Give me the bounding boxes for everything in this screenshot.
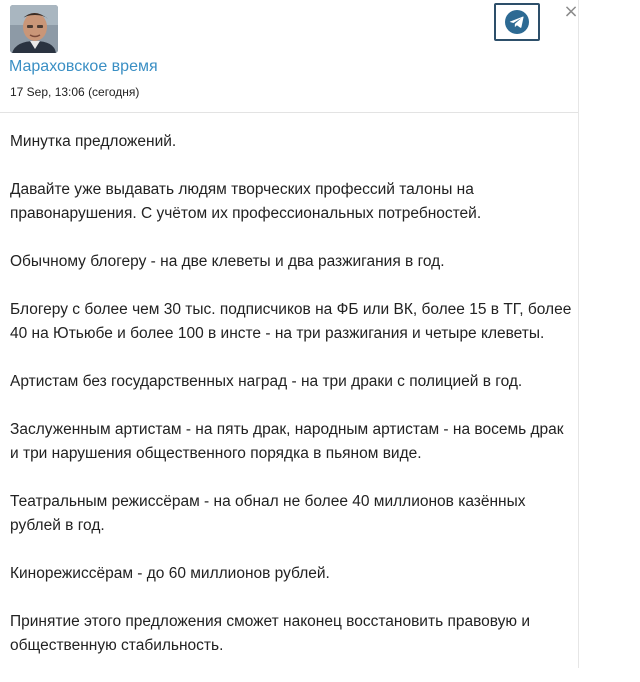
- post-paragraph: Блогеру с более чем 30 тыс. подписчиков на ФБ или ВК, более 15 в ТГ, более 40 на Ютьюбе и более 100 в инсте - на три разжигания и четыре клеветы.: [10, 301, 572, 342]
- post-paragraph: Минутка предложений.: [10, 133, 177, 150]
- post-paragraph: Заслуженным артистам - на пять драк, народным артистам - на восемь драк и три нарушения общественного порядка в пьяном виде.: [10, 421, 564, 462]
- header-divider: [0, 112, 578, 113]
- post-paragraph: Давайте уже выдавать людям творческих профессий талоны на правонарушения. С учётом их профессиональных потребностей.: [10, 181, 482, 222]
- open-in-telegram-button[interactable]: [494, 3, 540, 41]
- post-paragraph: Обычному блогеру - на две клеветы и два разжигания в год.: [10, 253, 445, 270]
- avatar-photo-icon: [10, 5, 58, 53]
- post-paragraph: Театральным режиссёрам - на обнал не более 40 миллионов казённых рублей в год.: [10, 493, 526, 534]
- channel-name-link[interactable]: Мараховское время: [9, 58, 158, 75]
- channel-avatar[interactable]: [10, 5, 58, 53]
- post-paragraph: Артистам без государственных наград - на три драки с полицией в год.: [10, 373, 523, 390]
- post-text: [10, 130, 572, 682]
- telegram-icon: [504, 9, 530, 35]
- post-paragraph: Кинорежиссёрам - до 60 миллионов рублей.: [10, 565, 330, 582]
- close-icon[interactable]: ×: [563, 1, 579, 22]
- post-timestamp: 17 Sep, 13:06 (сегодня): [10, 85, 140, 99]
- post-paragraph: Принятие этого предложения сможет наконец восстановить правовую и общественную стабильность.: [10, 613, 530, 654]
